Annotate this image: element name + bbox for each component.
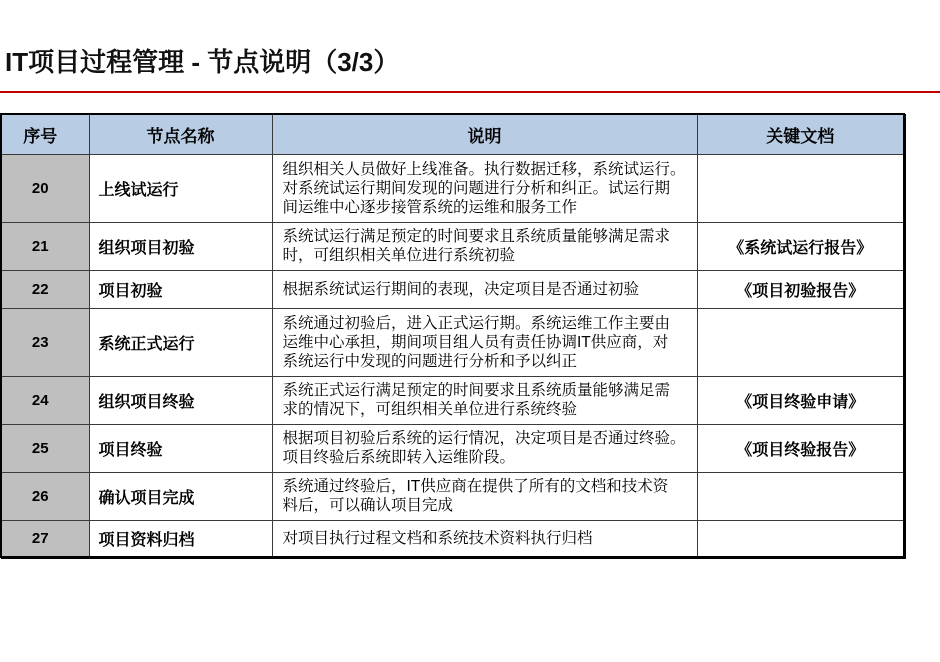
node-name: 组织项目初验 [89, 222, 272, 270]
node-table [0, 113, 905, 558]
description-line: 系统运行中发现的问题进行分析和予以纠正 [282, 352, 578, 370]
row-index: 20 [1, 154, 89, 222]
header-key-documents: 关键文档 [697, 114, 904, 154]
description-line: 料后，可以确认项目完成 [282, 497, 454, 514]
description-line: 间运维中心逐步接管系统的运维和服务工作 [282, 198, 578, 216]
node-name: 项目资料归档 [89, 520, 272, 557]
header-node-name: 节点名称 [89, 114, 272, 154]
description-line: 系统试运行满足预定的时间要求且系统质量能够满足需求 [282, 228, 671, 245]
table-row [1, 154, 904, 222]
description-line: 项目终验后系统即转入运维阶段。 [282, 449, 516, 466]
description-line: 系统通过初验后，进入正式运行期。系统运维工作主要由 [282, 314, 671, 332]
node-description [272, 308, 697, 376]
node-description [272, 222, 697, 270]
description-line: 运维中心承担，期间项目组人员有责任协调IT供应商，对 [282, 333, 669, 351]
node-description [272, 376, 697, 424]
key-document [697, 472, 904, 520]
node-name: 组织项目终验 [89, 376, 272, 424]
node-name: 项目初验 [89, 270, 272, 308]
description-line: 根据项目初验后系统的运行情况，决定项目是否通过终验。 [282, 430, 686, 447]
description-line: 根据系统试运行期间的表现，决定项目是否通过初验 [282, 280, 640, 298]
row-index: 21 [1, 222, 89, 270]
table-row [1, 270, 904, 308]
header-description: 说明 [272, 114, 697, 154]
node-description [272, 270, 697, 308]
table-header-row [1, 114, 904, 154]
key-document [697, 520, 904, 557]
row-index: 22 [1, 270, 89, 308]
key-document: 《项目终验报告》 [697, 424, 904, 472]
key-document: 《项目初验报告》 [697, 270, 904, 308]
node-description [272, 520, 697, 557]
description-line: 组织相关人员做好上线准备。执行数据迁移，系统试运行。 [282, 160, 686, 178]
row-index: 25 [1, 424, 89, 472]
table-row [1, 424, 904, 472]
key-document [697, 308, 904, 376]
node-description [272, 424, 697, 472]
table-row [1, 376, 904, 424]
title-divider [0, 91, 940, 93]
row-index: 24 [1, 376, 89, 424]
table-row [1, 520, 904, 557]
row-index: 23 [1, 308, 89, 376]
table-row [1, 308, 904, 376]
description-line: 系统正式运行满足预定的时间要求且系统质量能够满足需 [282, 382, 671, 399]
description-line: 对项目执行过程文档和系统技术资料执行归档 [282, 529, 593, 547]
page-title: IT项目过程管理 - 节点说明（3/3） [5, 47, 400, 77]
description-line: 系统通过终验后，IT供应商在提供了所有的文档和技术资 [282, 478, 669, 495]
node-name: 确认项目完成 [89, 472, 272, 520]
node-name: 上线试运行 [89, 154, 272, 222]
node-name: 系统正式运行 [89, 308, 272, 376]
node-description [272, 472, 697, 520]
table-row [1, 472, 904, 520]
description-line: 对系统试运行期间发现的问题进行分析和纠正。试运行期 [282, 179, 671, 197]
row-index: 26 [1, 472, 89, 520]
header-index: 序号 [1, 114, 89, 154]
key-document [697, 154, 904, 222]
row-index: 27 [1, 520, 89, 557]
key-document: 《项目终验申请》 [697, 376, 904, 424]
description-line: 时，可组织相关单位进行系统初验 [282, 247, 516, 264]
description-line: 求的情况下，可组织相关单位进行系统终验 [282, 401, 578, 418]
node-name: 项目终验 [89, 424, 272, 472]
table-row [1, 222, 904, 270]
node-description [272, 154, 697, 222]
key-document: 《系统试运行报告》 [697, 222, 904, 270]
